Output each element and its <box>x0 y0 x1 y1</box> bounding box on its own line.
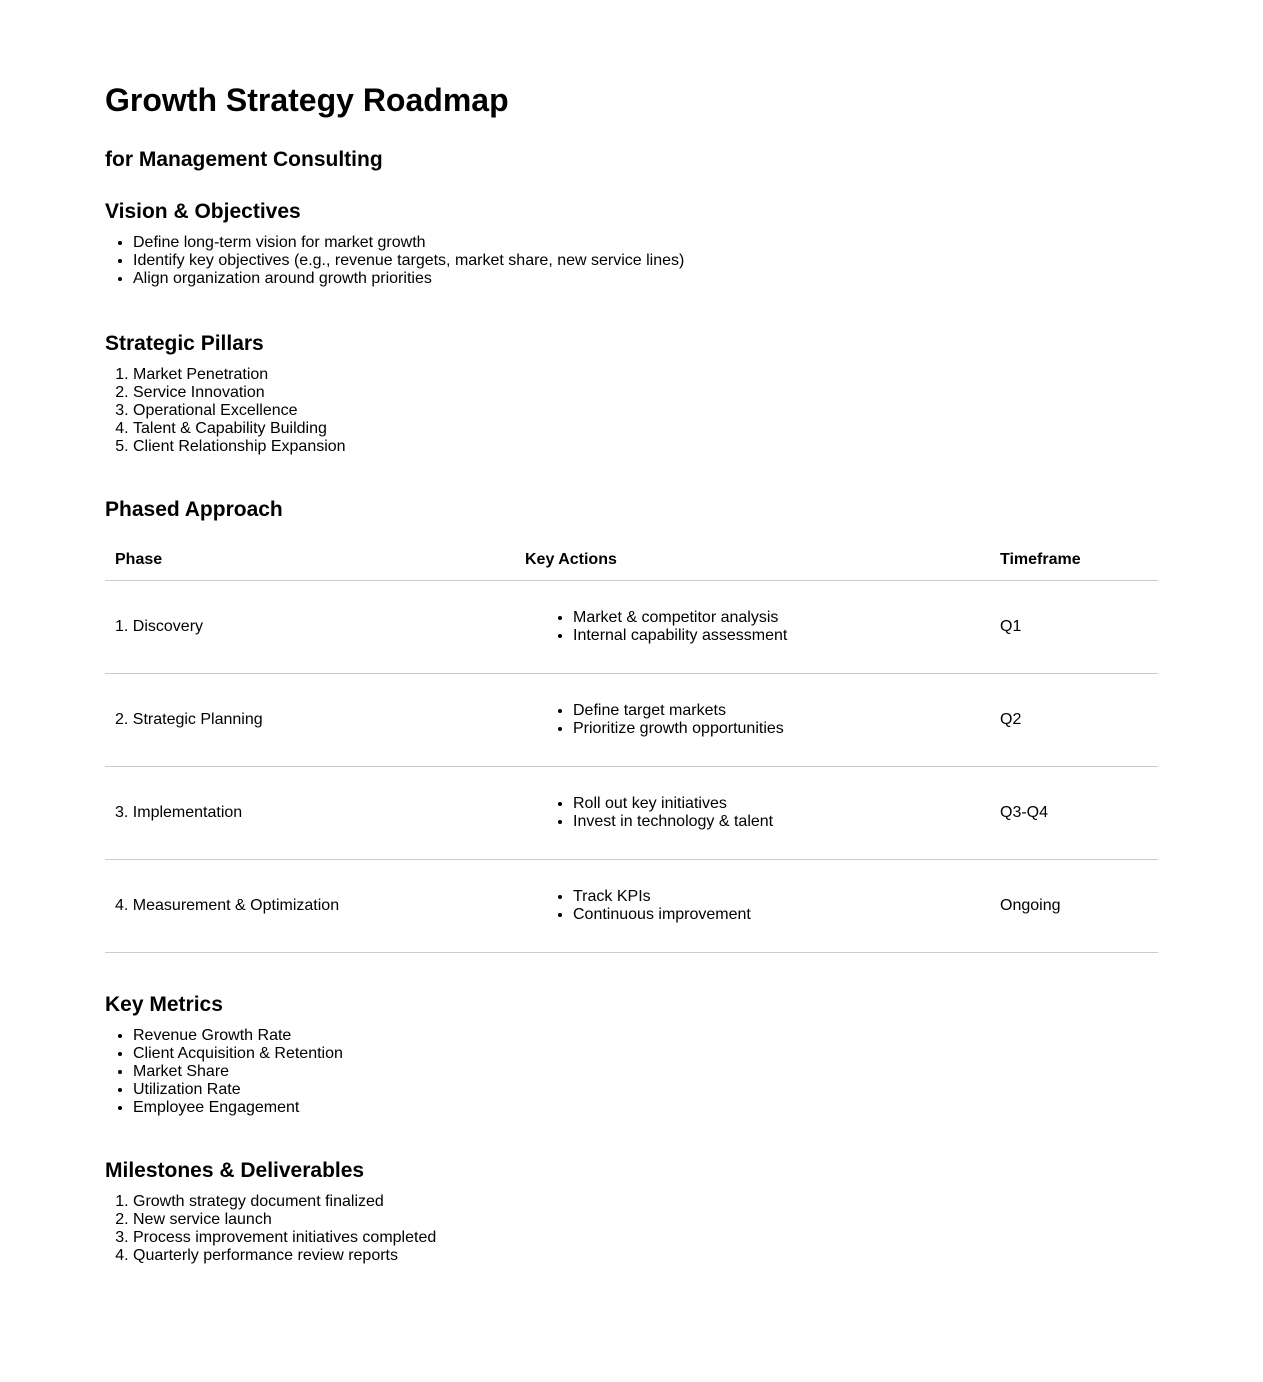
timeframe-cell: Q3-Q4 <box>990 767 1158 860</box>
list-item: 1. Growth strategy document finalized <box>133 1193 1158 1211</box>
phase-cell: 2. Strategic Planning <box>105 674 515 767</box>
list-item: • Roll out key initiatives <box>573 795 980 813</box>
list-item: 3. Process improvement initiatives completed <box>133 1229 1158 1247</box>
phase-cell: 4. Measurement & Optimization <box>105 860 515 953</box>
metrics-heading: Key Metrics <box>105 993 223 1016</box>
list-item: 4. Talent & Capability Building <box>133 420 1158 438</box>
phase-cell: 1. Discovery <box>105 581 515 674</box>
list-item: • Internal capability assessment <box>573 627 980 645</box>
page-subtitle: for Management Consulting <box>105 148 383 171</box>
milestones-heading: Milestones & Deliverables <box>105 1159 365 1182</box>
list-item: 4. Quarterly performance review reports <box>133 1247 1158 1265</box>
column-header-key-actions: Key Actions <box>515 538 990 581</box>
list-item: • Client Acquisition & Retention <box>133 1045 1158 1063</box>
list-item: • Prioritize growth opportunities <box>573 720 980 738</box>
table-row <box>105 767 1158 860</box>
vision-section <box>105 200 1158 288</box>
table-row <box>105 674 1158 767</box>
page-title: Growth Strategy Roadmap <box>105 82 509 118</box>
milestones-section <box>105 1159 1158 1265</box>
phased-table <box>105 538 1158 953</box>
list-item: • Revenue Growth Rate <box>133 1027 1158 1045</box>
actions-list <box>525 609 980 645</box>
timeframe-cell: Q2 <box>990 674 1158 767</box>
pillars-heading: Strategic Pillars <box>105 332 264 355</box>
actions-cell <box>515 767 990 860</box>
list-item: 2. Service Innovation <box>133 384 1158 402</box>
list-item: • Continuous improvement <box>573 906 980 924</box>
table-header-row <box>105 538 1158 581</box>
list-item: 3. Operational Excellence <box>133 402 1158 420</box>
metrics-section <box>105 993 1158 1117</box>
actions-list <box>525 702 980 738</box>
list-item: • Identify key objectives (e.g., revenue targets, market share, new service lines) <box>133 252 1158 270</box>
list-item: 5. Client Relationship Expansion <box>133 438 1158 456</box>
timeframe-cell: Ongoing <box>990 860 1158 953</box>
vision-heading: Vision & Objectives <box>105 200 301 223</box>
phase-cell: 3. Implementation <box>105 767 515 860</box>
column-header-timeframe: Timeframe <box>990 538 1158 581</box>
list-item: • Define target markets <box>573 702 980 720</box>
actions-cell <box>515 674 990 767</box>
list-item: • Utilization Rate <box>133 1081 1158 1099</box>
column-header-phase: Phase <box>105 538 515 581</box>
actions-cell <box>515 860 990 953</box>
list-item: • Track KPIs <box>573 888 980 906</box>
timeframe-cell: Q1 <box>990 581 1158 674</box>
pillars-section <box>105 332 1158 456</box>
actions-list <box>525 795 980 831</box>
vision-list <box>105 234 1158 288</box>
phased-section <box>105 498 1158 953</box>
list-item: 2. New service launch <box>133 1211 1158 1229</box>
actions-list <box>525 888 980 924</box>
list-item: • Market & competitor analysis <box>573 609 980 627</box>
milestones-list <box>105 1193 1158 1265</box>
pillars-list <box>105 366 1158 456</box>
phased-heading: Phased Approach <box>105 498 283 521</box>
list-item: • Invest in technology & talent <box>573 813 980 831</box>
list-item: • Market Share <box>133 1063 1158 1081</box>
table-row <box>105 581 1158 674</box>
list-item: • Employee Engagement <box>133 1099 1158 1117</box>
list-item: 1. Market Penetration <box>133 366 1158 384</box>
list-item: • Align organization around growth priorities <box>133 270 1158 288</box>
list-item: • Define long-term vision for market growth <box>133 234 1158 252</box>
table-row <box>105 860 1158 953</box>
actions-cell <box>515 581 990 674</box>
metrics-list <box>105 1027 1158 1117</box>
